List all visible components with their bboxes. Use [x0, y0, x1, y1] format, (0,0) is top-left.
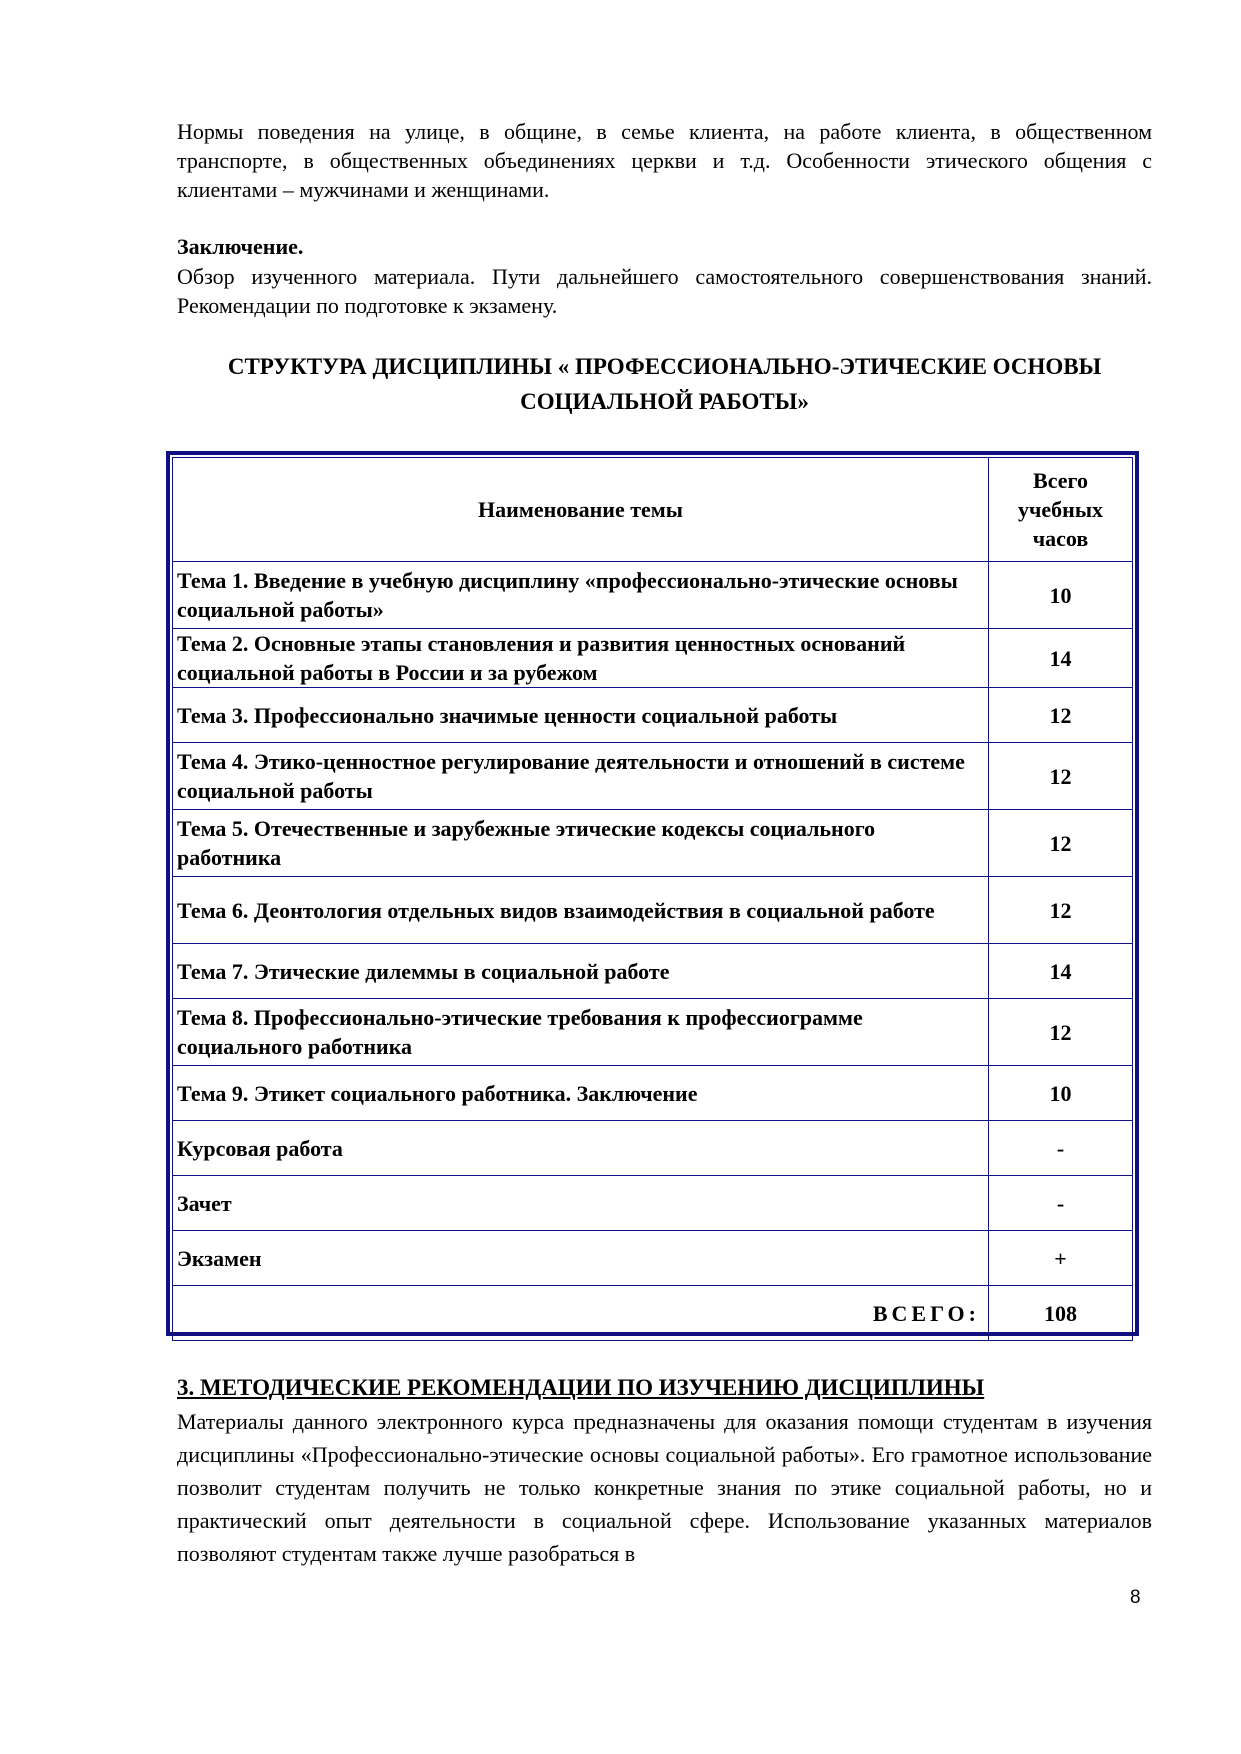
table-row — [173, 999, 1133, 1066]
hours-cell: 14 — [989, 944, 1133, 999]
hours-cell: - — [989, 1176, 1133, 1231]
table-row — [173, 944, 1133, 999]
section-3-heading: 3. МЕТОДИЧЕСКИЕ РЕКОМЕНДАЦИИ ПО ИЗУЧЕНИЮ ДИСЦИПЛИНЫ — [177, 1375, 985, 1400]
structure-title-line-2: СОЦИАЛЬНОЙ РАБОТЫ» — [520, 389, 809, 414]
topic-cell: Тема 5. Отечественные и зарубежные этические кодексы социального работника — [173, 810, 989, 877]
table-row — [173, 810, 1133, 877]
table-row — [173, 629, 1133, 688]
table-row — [173, 743, 1133, 810]
hours-cell: 12 — [989, 999, 1133, 1066]
page-number: 8 — [1130, 1587, 1141, 1608]
hours-cell: 12 — [989, 810, 1133, 877]
header-hours-line-1: Всего — [1033, 468, 1088, 493]
topic-cell: Тема 8. Профессионально-этические требования к профессиограмме социального работника — [173, 999, 989, 1066]
total-value: 108 — [989, 1286, 1133, 1341]
structure-table-frame — [166, 451, 1139, 1336]
topic-cell: Зачет — [173, 1176, 989, 1231]
table-row — [173, 688, 1133, 743]
total-label: ВСЕГО: — [173, 1286, 989, 1341]
hours-cell: 12 — [989, 877, 1133, 944]
hours-cell: 14 — [989, 629, 1133, 688]
table-row — [173, 562, 1133, 629]
conclusion-heading: Заключение. — [177, 234, 304, 259]
topic-cell: Экзамен — [173, 1231, 989, 1286]
topic-cell: Тема 9. Этикет социального работника. Заключение — [173, 1066, 989, 1121]
topic-cell: Тема 6. Деонтология отдельных видов взаимодействия в социальной работе — [173, 877, 989, 944]
structure-table — [172, 457, 1133, 1341]
topic-cell: Тема 4. Этико-ценностное регулирование деятельности и отношений в системе социальной работы — [173, 743, 989, 810]
table-header-row — [173, 458, 1133, 562]
hours-cell: 10 — [989, 1066, 1133, 1121]
table-row — [173, 1121, 1133, 1176]
hours-cell: + — [989, 1231, 1133, 1286]
topic-cell: Курсовая работа — [173, 1121, 989, 1176]
table-row — [173, 1231, 1133, 1286]
hours-cell: 12 — [989, 743, 1133, 810]
topic-cell: Тема 2. Основные этапы становления и развития ценностных оснований социальной работы в России и за рубежом — [173, 629, 989, 688]
conclusion-paragraph: Обзор изученного материала. Пути дальнейшего самостоятельного совершенствования знаний. Рекомендации по подготовке к экзамену. — [177, 264, 1152, 318]
intro-paragraph: Нормы поведения на улице, в общине, в семье клиента, на работе клиента, в общественном транспорте, в общественных объединениях церкви и т.д. Особенности этического общения с клиентами – мужчинами и женщинами. — [177, 119, 1152, 202]
structure-title — [177, 349, 1152, 419]
hours-cell: - — [989, 1121, 1133, 1176]
topic-cell: Тема 7. Этические дилеммы в социальной работе — [173, 944, 989, 999]
header-hours — [989, 458, 1133, 562]
header-hours-line-3: часов — [1032, 526, 1089, 551]
header-hours-line-2: учебных — [1017, 497, 1104, 522]
hours-cell: 10 — [989, 562, 1133, 629]
header-topic: Наименование темы — [173, 458, 989, 562]
topic-cell: Тема 3. Профессионально значимые ценности социальной работы — [173, 688, 989, 743]
table-row — [173, 1176, 1133, 1231]
table-row — [173, 1066, 1133, 1121]
topic-cell: Тема 1. Введение в учебную дисциплину «профессионально-этические основы социальной работы» — [173, 562, 989, 629]
hours-cell: 12 — [989, 688, 1133, 743]
table-total-row — [173, 1286, 1133, 1341]
structure-title-line-1: СТРУКТУРА ДИСЦИПЛИНЫ « ПРОФЕССИОНАЛЬНО-ЭТИЧЕСКИЕ ОСНОВЫ — [227, 354, 1102, 379]
section-3-paragraph: Материалы данного электронного курса предназначены для оказания помощи студентам в изучения дисциплины «Профессионально-этические основы социальной работы». Его грамотное использование позволит студентам получить не только конкретные знания по этике социальной работы, но и практический опыт деятельности в социальной сфере. Использование указанных материалов позволяют студентам также лучше разобраться в — [177, 1409, 1152, 1566]
table-row — [173, 877, 1133, 944]
